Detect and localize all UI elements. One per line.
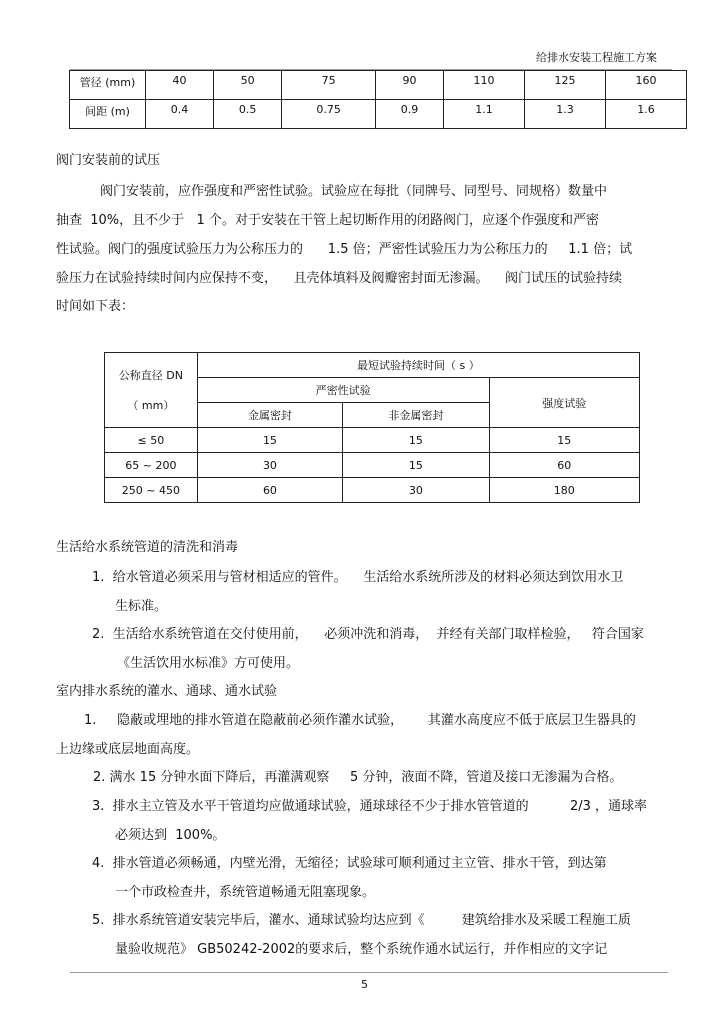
- spacing-table: [69, 70, 687, 129]
- list-item: 2. 满水 15 分钟水面下降后，再灌满观察 5 分钟，液面不降，管道及接口无渗漏为合格。: [93, 770, 623, 785]
- strength-header: 强度试验: [489, 378, 639, 428]
- footer-rule: [70, 972, 668, 973]
- table-row: [70, 71, 687, 100]
- cell: 160: [605, 71, 686, 100]
- section-heading: 室内排水系统的灌水、通球、通水试验: [56, 684, 278, 699]
- paragraph-line: 验压力在试验持续时间内应保持不变， 且壳体填料及阀瓣密封面无渗漏。 阀门试压的试验持续: [56, 271, 623, 286]
- paragraph-line: 时间如下表：: [56, 299, 135, 314]
- list-item: 2. 生活给水系统管道在交付使用前， 必须冲洗和消毒， 并经有关部门取样检验， 符合国家: [92, 627, 644, 642]
- section-heading: 生活给水系统管道的清洗和消毒: [56, 540, 239, 555]
- section-heading: 阀门安装前的试压: [56, 153, 161, 168]
- list-item-cont: 量验收规范》 GB50242-2002的要求后，整个系统作通水试运行，并作相应的文字记: [115, 942, 608, 957]
- header-title: 给排水安装工程施工方案: [536, 51, 657, 64]
- dn-header: [105, 353, 198, 428]
- paragraph-line: 抽查 10%，且不少于 1 个。对于安装在干管上起切断作用的闭路阀门，应逐个作强度和严密: [56, 213, 599, 228]
- list-item: 1. 给水管道必须采用与管材相适应的管件。 生活给水系统所涉及的材料必须达到饮用水卫: [92, 570, 624, 585]
- table-row: [70, 100, 687, 129]
- cell: 180: [489, 478, 639, 503]
- table-row: [105, 478, 640, 503]
- paragraph-line: 阀门安装前，应作强度和严密性试验。试验应在每批（同牌号、同型号、同规格）数量中: [100, 184, 608, 199]
- cell: 0.75: [282, 100, 376, 129]
- cell: 125: [525, 71, 606, 100]
- cell: 1.6: [605, 100, 686, 129]
- cell: 40: [146, 71, 214, 100]
- cell: 0.5: [214, 100, 282, 129]
- list-item-cont: 必须达到 100%。: [115, 828, 226, 843]
- row-label: 管径 (mm): [70, 71, 146, 100]
- cell: 1.1: [444, 100, 525, 129]
- cell: 15: [489, 428, 639, 453]
- cell: 110: [444, 71, 525, 100]
- time-header: 最短试验持续时间（ s ）: [197, 353, 639, 378]
- table-row: [105, 453, 640, 478]
- list-item: 1. 隐蔽或埋地的排水管道在隐蔽前必须作灌水试验， 其灌水高度应不低于底层卫生器具的: [84, 713, 636, 728]
- list-item: 5. 排水系统管道安装完毕后，灌水、通球试验均达应到《 建筑给排水及采暖工程施工质: [92, 913, 631, 928]
- dn-unit: （ mm）: [127, 399, 175, 412]
- tightness-header: 严密性试验: [197, 378, 489, 403]
- cell: 60: [197, 478, 342, 503]
- dn-label: 公称直径 DN: [118, 369, 183, 382]
- list-item-cont: 上边缘或底层地面高度。: [56, 742, 200, 757]
- cell: 250 ~ 450: [105, 478, 198, 503]
- list-item-cont: 生标准。: [115, 599, 168, 614]
- list-item-cont: 《生活饮用水标准》方可使用。: [117, 656, 300, 671]
- cell: 75: [282, 71, 376, 100]
- test-duration-table: [104, 352, 640, 503]
- cell: 65 ~ 200: [105, 453, 198, 478]
- cell: 90: [376, 71, 444, 100]
- cell: ≤ 50: [105, 428, 198, 453]
- cell: 15: [197, 428, 342, 453]
- row-label: 间距 (m): [70, 100, 146, 129]
- cell: 15: [343, 453, 489, 478]
- cell: 50: [214, 71, 282, 100]
- cell: 60: [489, 453, 639, 478]
- cell: 15: [343, 428, 489, 453]
- page-number: 5: [361, 978, 368, 991]
- paragraph-line: 性试验。阀门的强度试验压力为公称压力的 1.5 倍；严密性试验压力为公称压力的 1.1 倍；试: [56, 242, 633, 257]
- metal-header: 金属密封: [197, 403, 342, 428]
- list-item-cont: 一个市政检查井，系统管道畅通无阻塞现象。: [115, 885, 376, 900]
- list-item: 3. 排水主立管及水平干管道均应做通球试验，通球球径不少于排水管管道的 2/3 ，通球率: [92, 799, 648, 814]
- cell: 0.4: [146, 100, 214, 129]
- cell: 0.9: [376, 100, 444, 129]
- table-row: [105, 428, 640, 453]
- nonmetal-header: 非金属密封: [343, 403, 489, 428]
- cell: 30: [343, 478, 489, 503]
- cell: 1.3: [525, 100, 606, 129]
- cell: 30: [197, 453, 342, 478]
- list-item: 4. 排水管道必须畅通，内壁光滑，无缩径；试验球可顺利通过主立管、排水干管，到达第: [92, 856, 607, 871]
